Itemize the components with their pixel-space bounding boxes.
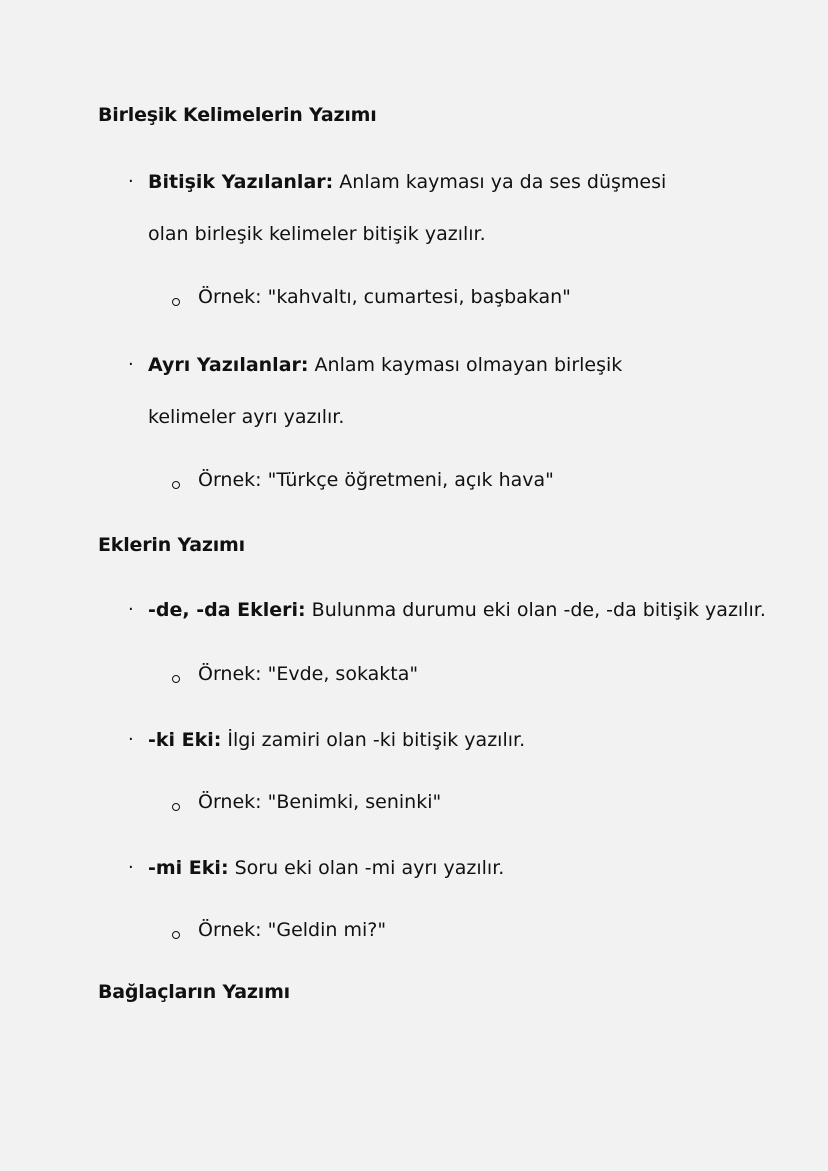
bullet-marker: . (128, 724, 134, 745)
circle-bullet-icon (172, 481, 180, 489)
item-label: -de, -da Ekleri: (148, 599, 306, 621)
bullet-marker: . (128, 349, 134, 370)
item-label: -ki Eki: (148, 729, 222, 751)
item-text: Bulunma durumu eki olan -de, -da bitişik yazılır. (305, 599, 766, 621)
item-label: -mi Eki: (148, 857, 229, 879)
example-text: Örnek: "Geldin mi?" (198, 919, 387, 941)
item-text: Anlam kayması olmayan birleşik kelimeler ayrı yazılır. (148, 354, 623, 428)
list-item-bitisik (148, 156, 708, 260)
section-heading-compound-words: Birleşik Kelimelerin Yazımı (98, 104, 377, 126)
example-text: Örnek: "Benimki, seninki" (198, 791, 442, 813)
circle-bullet-icon (172, 298, 180, 306)
example-text: Örnek: "kahvaltı, cumartesi, başbakan" (198, 286, 571, 308)
list-item-ayri (148, 339, 693, 443)
bullet-marker: . (128, 166, 134, 187)
bullet-marker: . (128, 594, 134, 615)
section-heading-conjunctions: Bağlaçların Yazımı (98, 981, 290, 1003)
list-item-de-da (148, 584, 788, 636)
example-text: Örnek: "Türkçe öğretmeni, açık hava" (198, 469, 554, 491)
item-text: Soru eki olan -mi ayrı yazılır. (228, 857, 505, 879)
item-text: Anlam kayması ya da ses düşmesi olan birleşik kelimeler bitişik yazılır. (148, 171, 667, 245)
list-item-mi (148, 842, 748, 894)
list-item-ki (148, 714, 748, 766)
circle-bullet-icon (172, 803, 180, 811)
circle-bullet-icon (172, 931, 180, 939)
circle-bullet-icon (172, 675, 180, 683)
section-heading-suffixes: Eklerin Yazımı (98, 534, 245, 556)
bullet-marker: . (128, 852, 134, 873)
item-text: İlgi zamiri olan -ki bitişik yazılır. (221, 729, 526, 751)
item-label: Ayrı Yazılanlar: (148, 354, 309, 376)
item-label: Bitişik Yazılanlar: (148, 171, 334, 193)
example-text: Örnek: "Evde, sokakta" (198, 663, 419, 685)
